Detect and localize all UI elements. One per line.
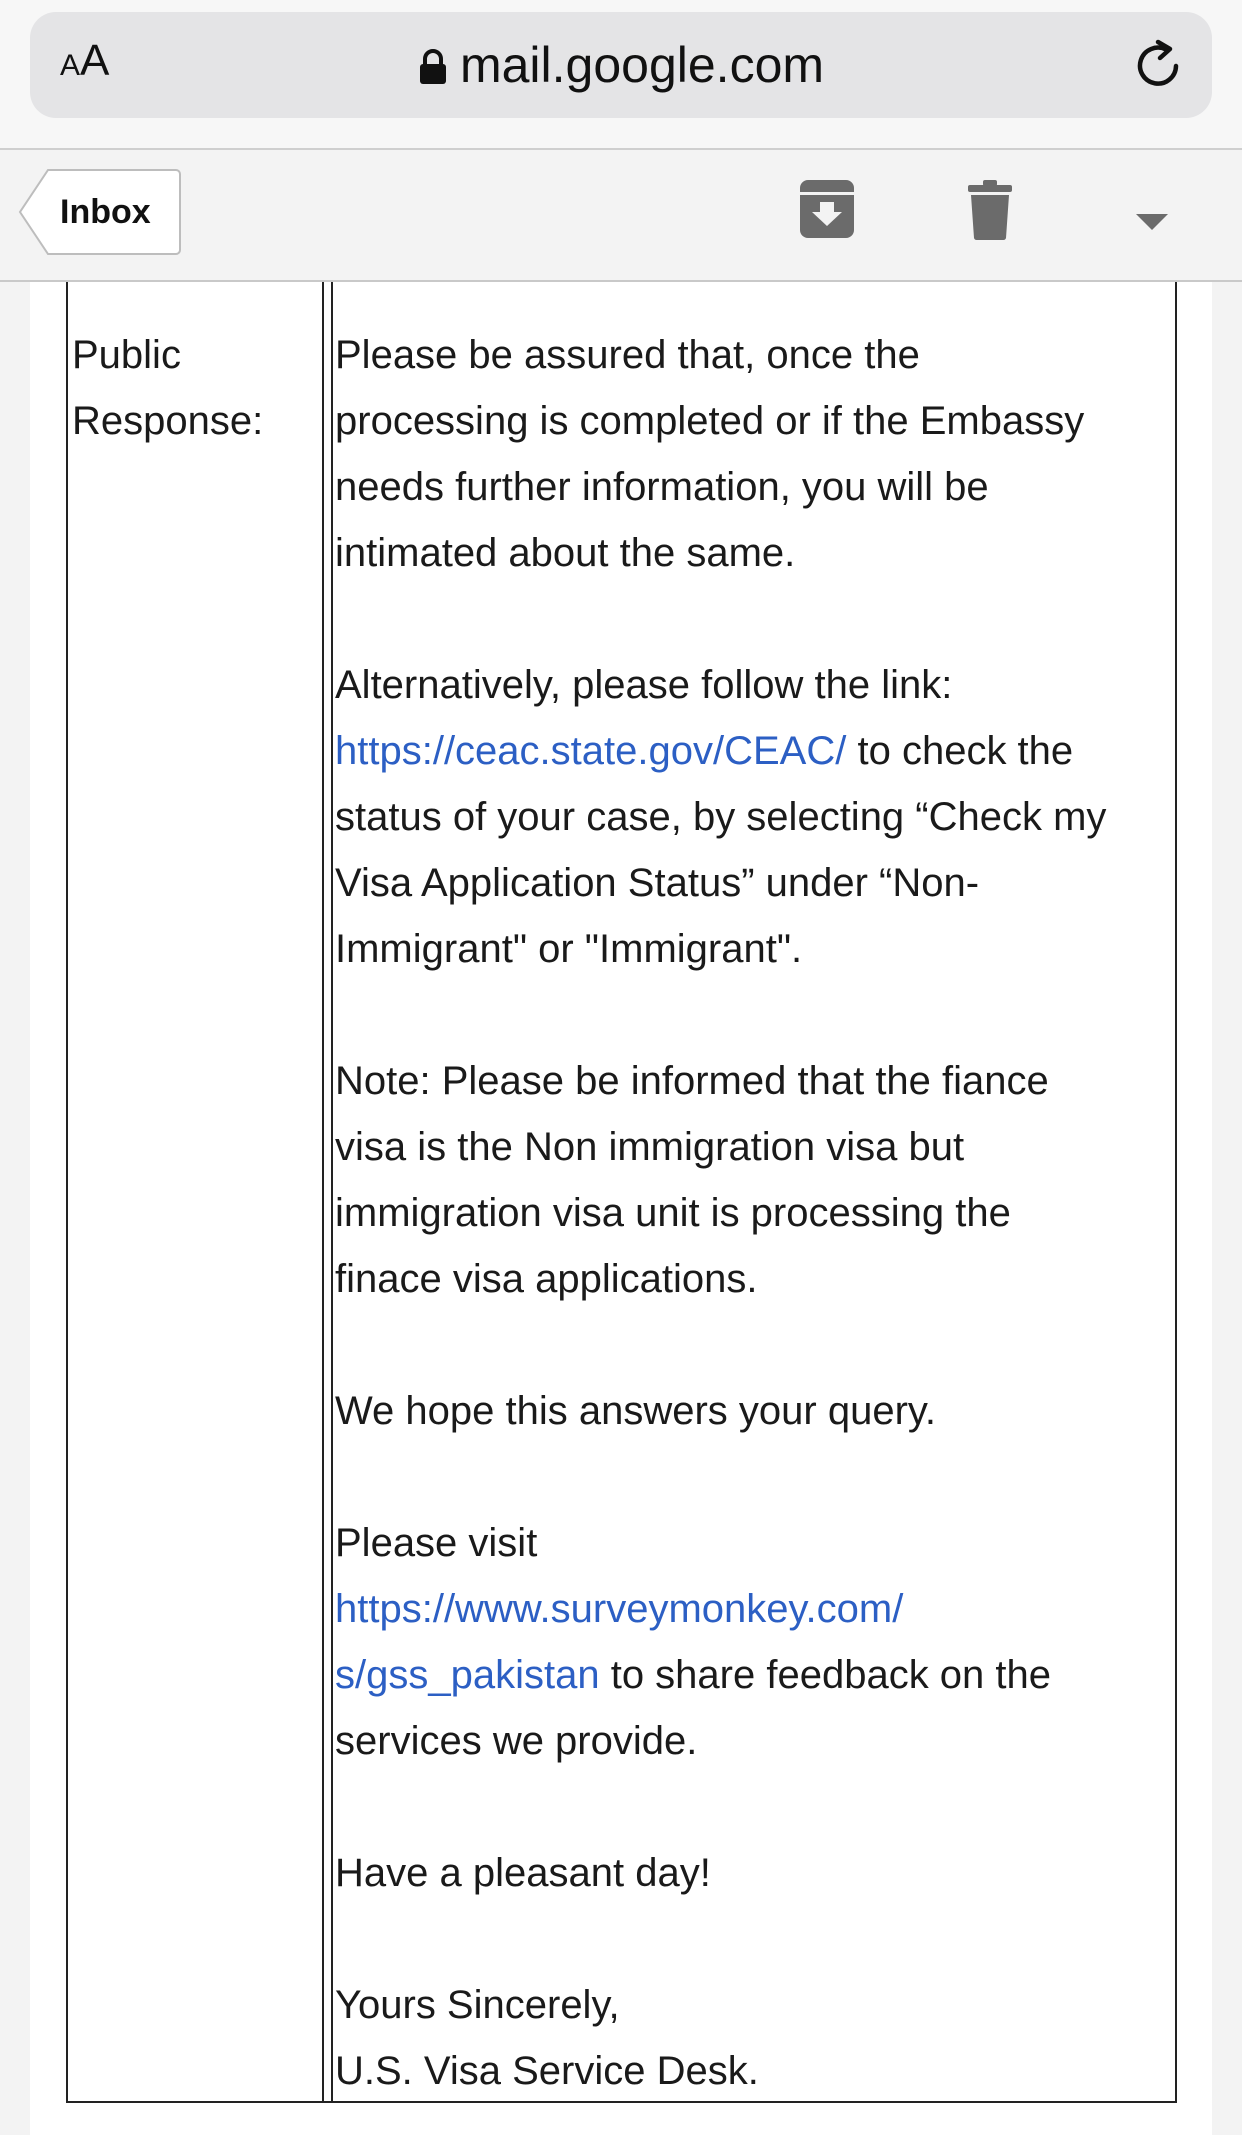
chevron-down-icon[interactable] <box>1136 212 1168 232</box>
body-line: Immigrant" or "Immigrant". <box>335 927 803 971</box>
paragraph-gap <box>335 982 1173 1048</box>
paragraph-gap <box>335 1774 1173 1840</box>
body-line: status of your case, by selecting “Check my <box>335 795 1107 839</box>
response-table <box>66 282 1177 2103</box>
paragraph-gap <box>335 1444 1173 1510</box>
signature-line: U.S. Visa Service Desk. <box>335 2049 759 2093</box>
body-line: finace visa applications. <box>335 1257 758 1301</box>
body-line: Have a pleasant day! <box>335 1851 711 1895</box>
archive-icon[interactable] <box>798 178 856 240</box>
browser-address-area <box>0 0 1242 150</box>
reload-icon[interactable] <box>1132 38 1188 94</box>
body-line: processing is completed or if the Embassy <box>335 399 1085 443</box>
label-line-1: Public <box>72 333 181 377</box>
response-text <box>335 322 1173 2104</box>
back-to-inbox-button[interactable] <box>18 168 182 256</box>
ceac-link[interactable]: https://ceac.state.gov/CEAC/ <box>335 729 847 773</box>
body-line: Please be assured that, once the <box>335 333 920 377</box>
body-line <box>335 1576 1173 1642</box>
body-fragment: to check the <box>846 729 1074 773</box>
text-size-small-a: A <box>60 49 81 82</box>
body-line: needs further information, you will be <box>335 465 989 509</box>
body-line <box>335 718 1173 784</box>
body-line: intimated about the same. <box>335 531 796 575</box>
label-cell <box>68 282 324 2101</box>
back-label: Inbox <box>60 193 151 231</box>
body-line <box>335 1642 1173 1708</box>
email-content <box>0 282 1242 2135</box>
body-line: immigration visa unit is processing the <box>335 1191 1011 1235</box>
url-display[interactable] <box>30 34 1212 100</box>
body-line: Visa Application Status” under “Non- <box>335 861 980 905</box>
signature-line: Yours Sincerely, <box>335 1983 620 2027</box>
body-line: services we provide. <box>335 1719 698 1763</box>
label-line-2: Response: <box>72 399 264 443</box>
survey-link-part-2[interactable]: s/gss_pakistan <box>335 1653 600 1697</box>
body-fragment: to share feedback on the <box>599 1653 1052 1697</box>
body-line: visa is the Non immigration visa but <box>335 1125 965 1169</box>
lock-icon <box>418 38 448 100</box>
body-line: Please visit <box>335 1521 538 1565</box>
label-text <box>72 322 263 454</box>
body-line: We hope this answers your query. <box>335 1389 937 1433</box>
email-sheet <box>30 282 1212 2135</box>
text-size-big-a: A <box>80 36 110 85</box>
body-line: Alternatively, please follow the link: <box>335 663 953 707</box>
address-bar[interactable] <box>30 12 1212 118</box>
paragraph-gap <box>335 586 1173 652</box>
trash-icon[interactable] <box>968 180 1012 240</box>
survey-link-part-1[interactable]: https://www.surveymonkey.com/ <box>335 1587 904 1631</box>
mail-toolbar <box>0 150 1242 282</box>
paragraph-gap <box>335 1906 1173 1972</box>
response-cell <box>331 282 1175 2101</box>
paragraph-gap <box>335 1312 1173 1378</box>
body-line: Note: Please be informed that the fiance <box>335 1059 1049 1103</box>
url-text: mail.google.com <box>459 37 825 93</box>
